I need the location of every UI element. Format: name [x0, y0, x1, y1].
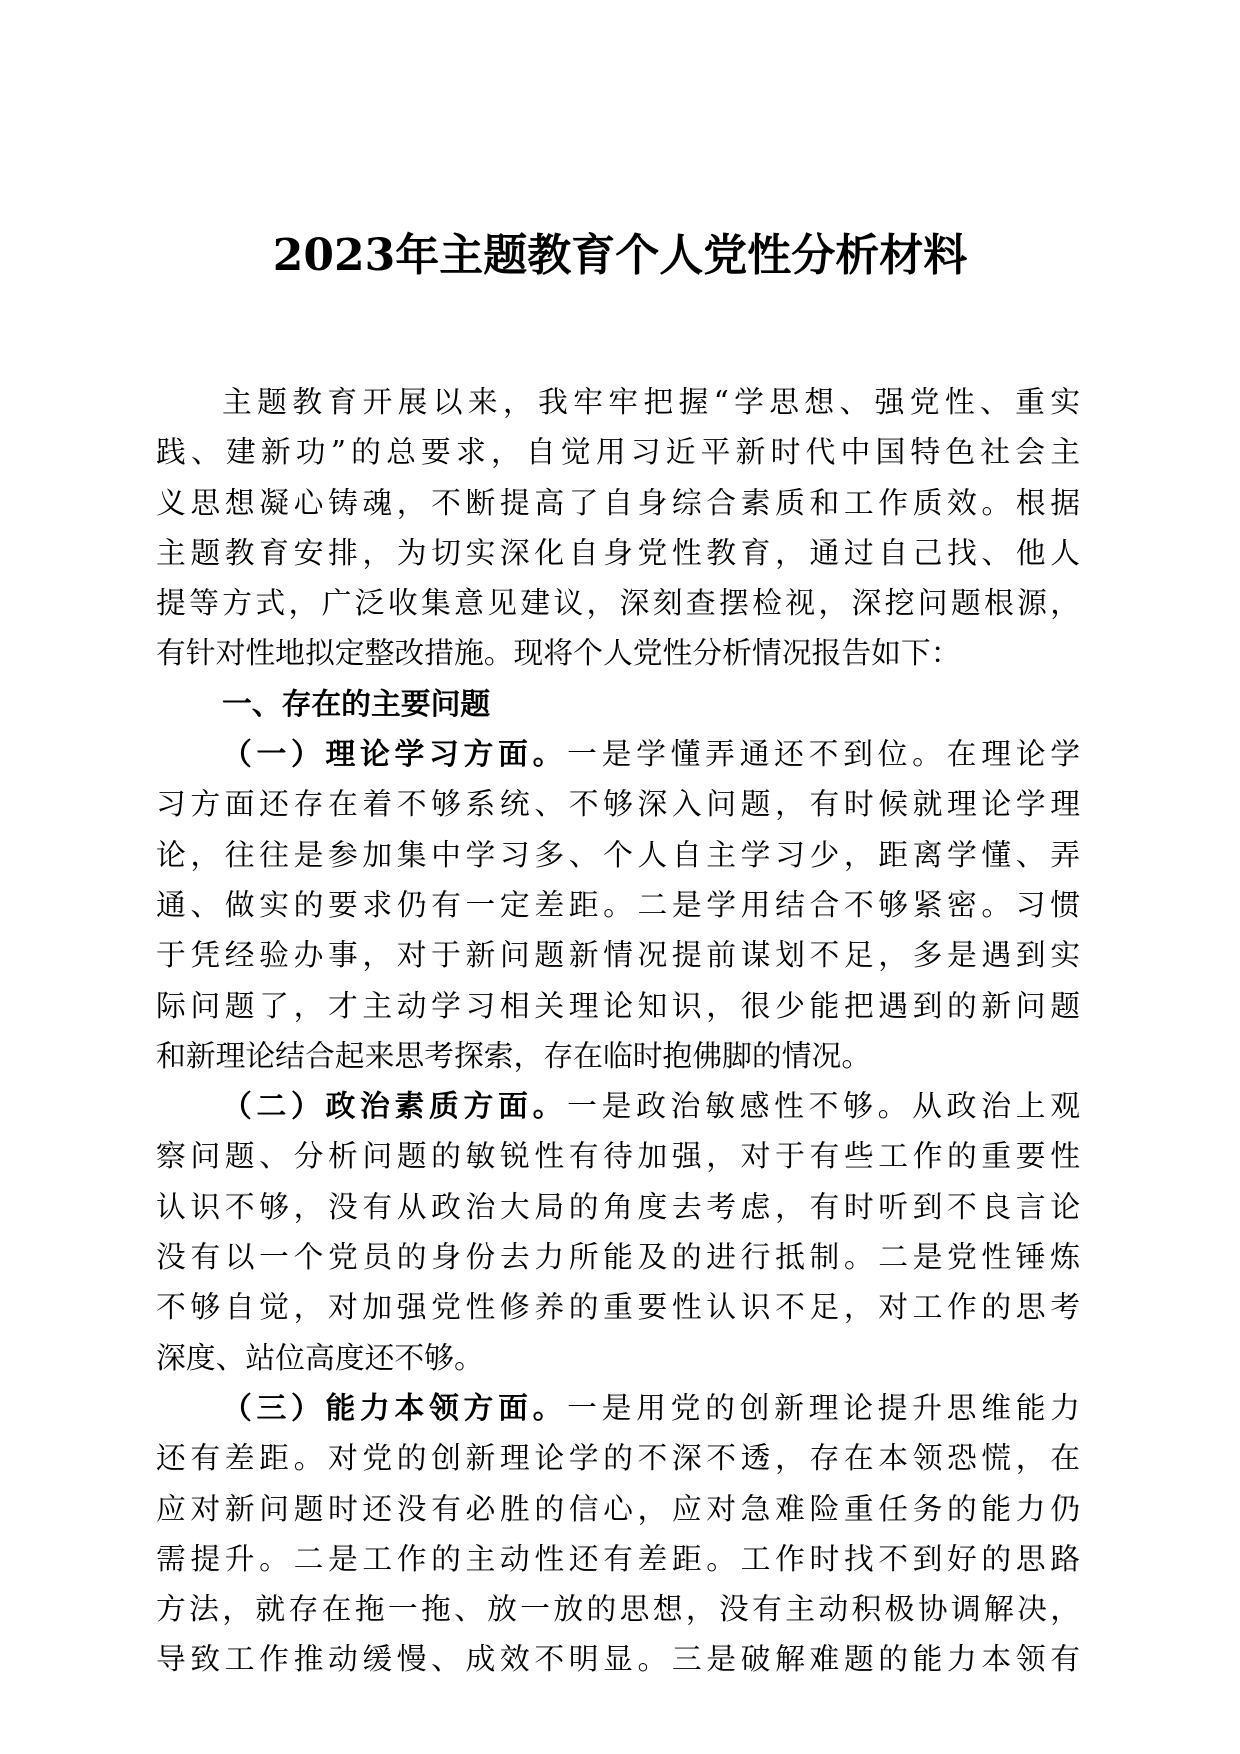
- line-text: 一是政治敏感性不够。从政治上观: [567, 1089, 1081, 1125]
- line-text: 提等方式，广泛收集意见建议，深刻查摆检视，深挖问题根源，: [156, 586, 1080, 622]
- body-line: [156, 479, 1080, 529]
- body-line: [156, 881, 1080, 931]
- line-text: 方法，就存在拖一拖、放一放的思想，没有主动积极协调解决，: [156, 1592, 1080, 1628]
- body-line: [156, 1233, 1080, 1283]
- line-text: 应对新问题时还没有必胜的信心，应对急难险重任务的能力仍: [156, 1491, 1080, 1527]
- body-line: [156, 1183, 1080, 1233]
- body-line: [156, 529, 1080, 579]
- line-text: 际问题了，才主动学习相关理论知识，很少能把遇到的新问题: [156, 988, 1080, 1024]
- body-line: [156, 1334, 1080, 1384]
- line-text: 和新理论结合起来思考探索，存在临时抱佛脚的情况。: [156, 1038, 872, 1074]
- line-text: 没有以一个党员的身份去力所能及的进行抵制。二是党性锤炼: [156, 1240, 1080, 1276]
- line-text: 习方面还存在着不够系统、不够深入问题，有时候就理论学理: [156, 787, 1080, 823]
- line-text: 于凭经验办事，对于新问题新情况提前谋划不足，多是遇到实: [156, 938, 1080, 974]
- line-text: 一、存在的主要问题: [222, 686, 491, 722]
- body-line: [156, 1585, 1080, 1635]
- line-text: 主题教育开展以来，我牢牢把握“学思想、强党性、重实: [222, 385, 1080, 420]
- body-line: [156, 579, 1080, 629]
- body-line: [156, 428, 1080, 478]
- line-text: 导致工作推动缓慢、成效不明显。三是破解难题的能力本领有: [156, 1642, 1080, 1678]
- body-line: [156, 730, 1080, 780]
- line-text: 一是用党的创新理论提升思维能力: [567, 1390, 1081, 1426]
- line-text: 主题教育安排，为切实深化自身党性教育，通过自己找、他人: [156, 535, 1080, 571]
- line-text: 深度、站位高度还不够。: [156, 1340, 484, 1376]
- body-line: [156, 629, 1080, 679]
- subsection-label: （一）理论学习方面。: [222, 737, 568, 773]
- subsection-label: （二）政治素质方面。: [222, 1089, 568, 1125]
- document-body: [156, 378, 1080, 1686]
- line-text: 践、建新功”的总要求，自觉用习近平新时代中国特色社会主: [156, 435, 1080, 471]
- body-line: [156, 982, 1080, 1032]
- document-title: 2023年主题教育个人党性分析材料: [272, 230, 968, 281]
- body-line: [156, 1283, 1080, 1333]
- line-text: 认识不够，没有从政治大局的角度去考虑，有时听到不良言论: [156, 1189, 1080, 1225]
- body-line: [156, 1485, 1080, 1535]
- subsection-label: （三）能力本领方面。: [222, 1390, 568, 1426]
- body-line: [156, 1434, 1080, 1484]
- body-line: [156, 831, 1080, 881]
- body-line: [156, 1032, 1080, 1082]
- line-text: 还有差距。对党的创新理论学的不深不透，存在本领恐慌，在: [156, 1441, 1080, 1477]
- line-text: 一是学懂弄通还不到位。在理论学: [567, 737, 1081, 773]
- body-line: [156, 1384, 1080, 1434]
- line-text: 有针对性地拟定整改措施。现将个人党性分析情况报告如下：: [156, 636, 961, 672]
- body-line: [156, 1082, 1080, 1132]
- body-line: [156, 780, 1080, 830]
- line-text: 通、做实的要求仍有一定差距。二是学用结合不够紧密。习惯: [156, 887, 1080, 923]
- body-line: [156, 378, 1080, 428]
- body-line: [156, 931, 1080, 981]
- body-line: [156, 1132, 1080, 1182]
- line-text: 论，往往是参加集中学习多、个人自主学习少，距离学懂、弄: [156, 837, 1080, 873]
- body-line: [156, 1535, 1080, 1585]
- line-text: 需提升。二是工作的主动性还有差距。工作时找不到好的思路: [156, 1541, 1080, 1577]
- line-text: 察问题、分析问题的敏锐性有待加强，对于有些工作的重要性: [156, 1139, 1080, 1175]
- body-line: [156, 1635, 1080, 1685]
- section-heading: [156, 680, 1080, 730]
- line-text: 义思想凝心铸魂，不断提高了自身综合素质和工作质效。根据: [156, 485, 1080, 521]
- line-text: 不够自觉，对加强党性修养的重要性认识不足，对工作的思考: [156, 1290, 1080, 1326]
